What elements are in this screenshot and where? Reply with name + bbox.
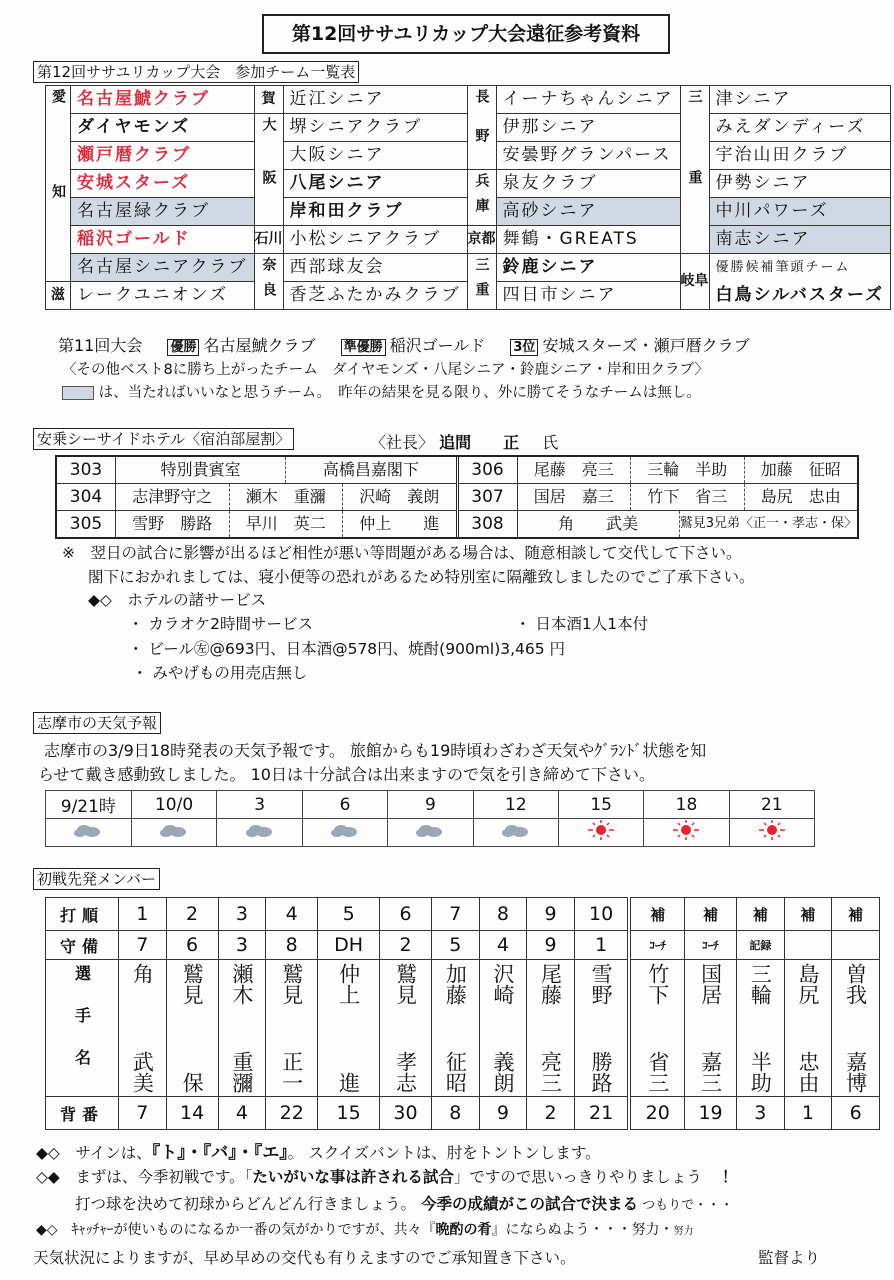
text: ◇◆ まずは、今季初戦です。「 [36, 1168, 253, 1186]
room-guest: 島尻 忠由 [744, 484, 858, 510]
room-guest: 特別貴賓室 [160, 460, 241, 479]
team-cell: 伊勢シニア [709, 170, 891, 198]
team-cell: 高砂シニア [496, 198, 680, 226]
text: 』にならぬよう・・・努力・ [491, 1222, 674, 1238]
forecast-time: 18 [644, 791, 729, 819]
text: 」ですので思いっきりやりましょう [453, 1168, 702, 1186]
team-row [46, 226, 891, 254]
batting-order: 補 [784, 898, 832, 931]
player-name-cell [318, 960, 380, 1097]
player-name [219, 963, 266, 1093]
player-name [527, 963, 574, 1093]
player-family-name: 曽我 [843, 963, 868, 1005]
room-guest: 尾藤 亮三 [533, 460, 614, 479]
room-number: 303 [57, 457, 116, 483]
note-first-game [36, 1165, 737, 1187]
player-family-name: 鷲見 [279, 963, 304, 1005]
player-name [480, 963, 527, 1093]
lineup-table [45, 897, 880, 1130]
player-name-cell [784, 960, 832, 1097]
team-cell: 安城スターズ [71, 170, 255, 198]
player-family-name: 角 [130, 963, 155, 984]
room-row [57, 484, 456, 511]
player-given-name: 孝志 [393, 1051, 418, 1093]
position: 9 [527, 931, 575, 960]
service-item: ・ 日本酒1人1本付 [515, 615, 649, 633]
player-name-cell [574, 960, 629, 1097]
batting-order: 5 [318, 898, 380, 931]
text: つもりで・・・ [637, 1198, 734, 1213]
player-name-cell [832, 960, 880, 1097]
position [784, 931, 832, 960]
room-guest: 高橋昌嘉閣下 [285, 457, 455, 483]
prefecture-label: 三重 [680, 86, 709, 254]
team-cell: 鈴鹿シニア [496, 254, 680, 282]
room-assignment-table [55, 455, 859, 539]
player-name-cell [432, 960, 480, 1097]
player-name [685, 963, 736, 1093]
room-guest: 志津野守之 [132, 487, 213, 506]
player-given-name: 忠由 [795, 1051, 820, 1093]
prefecture-label: 長野 [467, 86, 496, 170]
forecast-icon-cell [131, 819, 217, 847]
player-name [832, 963, 879, 1093]
honorific: 氏 [542, 433, 559, 452]
weather-section-label: 志摩市の天気予報 [33, 712, 161, 734]
winner: 名古屋鯱クラブ [203, 336, 316, 355]
player-family-name: 鷲見 [393, 963, 418, 1005]
forecast-icon-cell [302, 819, 387, 847]
batting-order: 6 [380, 898, 432, 931]
player-name-cell [685, 960, 737, 1097]
player-given-name: 嘉三 [698, 1051, 723, 1093]
runner-up-tag: 準優勝 [341, 339, 386, 356]
player-name-cell [629, 960, 684, 1097]
player-given-name: 重瀰 [229, 1051, 254, 1093]
position: 記録 [737, 931, 785, 960]
hotel-section-label: 安乗シーサイドホテル〈宿泊部屋割〉 [33, 428, 294, 450]
room-number: 306 [459, 457, 518, 483]
teams-table [45, 85, 891, 310]
team-row [46, 86, 891, 114]
text-bold: ！ [721, 1168, 738, 1186]
uniform-number: 1 [784, 1097, 832, 1130]
player-name-cell [166, 960, 218, 1097]
runner-up: 稲沢ゴールド [389, 336, 486, 355]
player-family-name: 仲上 [336, 963, 361, 1005]
batting-order: 4 [266, 898, 318, 931]
player-family-name: 島尻 [795, 963, 820, 1005]
player-family-name: 鷲見 [180, 963, 205, 1005]
player-name [785, 963, 832, 1093]
uniform-number: 8 [432, 1097, 480, 1130]
team-cell: 八尾シニア [283, 170, 467, 198]
position: DH [318, 931, 380, 960]
team-cell: 伊那シニア [496, 114, 680, 142]
batting-order: 補 [832, 898, 880, 931]
prefecture-label: 愛知 [46, 86, 71, 282]
room-row [459, 511, 858, 537]
forecast-time: 9/21時 [46, 791, 132, 819]
position: 6 [166, 931, 218, 960]
lineup-section-label: 初戦先発メンバー [33, 868, 160, 890]
player-name-cell [380, 960, 432, 1097]
forecast-time: 15 [559, 791, 644, 819]
previous-results [58, 333, 750, 356]
text: ◆◇ ｷｬｯﾁｬｰが使いものになるか一番の気がかりですが、共々『 [36, 1222, 436, 1238]
team-cell: 中川パワーズ [709, 198, 891, 226]
lineup-row-position [46, 931, 880, 960]
batting-order: 補 [737, 898, 785, 931]
player-given-name: 亮三 [538, 1051, 563, 1093]
team-row [46, 254, 891, 282]
team-cell: みえダンディーズ [709, 114, 891, 142]
text: 。 スクイズバントは、肘をトントンします。 [287, 1144, 601, 1162]
prefecture-label: 大阪 [254, 114, 283, 226]
forecast-icon-cell [217, 819, 302, 847]
room-row [57, 511, 456, 537]
player-given-name: 勝路 [589, 1051, 614, 1093]
uniform-number: 20 [629, 1097, 684, 1130]
player-family-name: 沢崎 [490, 963, 515, 1005]
player-name-cell [737, 960, 785, 1097]
uniform-number: 9 [479, 1097, 527, 1130]
prefecture-label: 三重 [467, 254, 496, 310]
lineup-row-name [46, 960, 880, 1097]
weather-text-1: 志摩市の3/9日18時発表の天気予報です。 旅館からも19時頃わざわざ天気やｸﾞﾗﾝﾄﾞ状態を知 [44, 741, 707, 760]
position: 5 [432, 931, 480, 960]
team-cell: 瀬戸暦クラブ [71, 142, 255, 170]
team-cell: 小松シニアクラブ [283, 226, 467, 254]
prefecture-label: 京都 [467, 226, 496, 254]
team-cell: 宇治山田クラブ [709, 142, 891, 170]
player-family-name: 瀬木 [229, 963, 254, 1005]
winner-tag: 優勝 [167, 339, 199, 356]
text-bold: 今季の成績がこの試合で決まる [420, 1195, 638, 1213]
lineup-row-order [46, 898, 880, 931]
player-given-name: 省三 [645, 1051, 670, 1093]
room-number: 304 [57, 484, 116, 510]
room-number: 307 [459, 484, 518, 510]
player-given-name: 進 [336, 1072, 361, 1093]
player-name [575, 963, 628, 1093]
prefecture-label: 奈良 [254, 254, 283, 310]
room-row [459, 457, 858, 484]
prefecture-label: 兵庫 [467, 170, 496, 226]
cloud-icon [500, 824, 532, 844]
uniform-number: 2 [527, 1097, 575, 1130]
batting-order: 9 [527, 898, 575, 931]
forecast-icon-cell [729, 819, 814, 847]
team-cell: 岸和田クラブ [283, 198, 467, 226]
weather-text-2: らせて戴き感動致しました。 10日は十分試合は出来ますので気を引き締めて下さい。 [38, 765, 655, 784]
service-item: ・ ビール㊧@693円、日本酒@578円、焼酎(900ml)3,465 円 [128, 640, 566, 658]
team-row [46, 170, 891, 198]
text: ◆◇ サインは、 [36, 1144, 152, 1162]
room-guest: 早川 英二 [229, 511, 343, 537]
player-given-name: 義朗 [490, 1051, 515, 1093]
uniform-number: 3 [737, 1097, 785, 1130]
president-name: 追間 正 [439, 433, 520, 452]
team-cell: 名古屋鯱クラブ [71, 86, 255, 114]
text: 打つ球を決めて初球からどんどん行きましょう。 [75, 1195, 421, 1213]
team-cell: レークユニオンズ [71, 282, 255, 310]
room-row [459, 484, 858, 511]
room-guest: 竹下 省三 [630, 484, 744, 510]
player-family-name: 三輪 [748, 963, 773, 1005]
hotel-note-2: 閣下におかれましては、寝小便等の恐れがあるため特別室に隔離致しましたのでご了承下さい。 [88, 568, 755, 586]
room-row [57, 457, 456, 484]
player-given-name: 嘉博 [843, 1051, 868, 1093]
signature: 監督より [758, 1249, 821, 1267]
team-cell: 泉友クラブ [496, 170, 680, 198]
cloud-icon [158, 824, 190, 844]
forecast-icon-cell [46, 819, 132, 847]
note-signs [36, 1138, 601, 1163]
player-given-name: 正一 [279, 1051, 304, 1093]
note-weather: 天気状況によりますが、早め早めの交代も有りえますのでご承知置き下さい。 [33, 1249, 576, 1267]
teams-section-label: 第12回ササユリカップ大会 参加チーム一覧表 [33, 61, 359, 83]
player-family-name: 雪野 [589, 963, 614, 1005]
sun-icon [586, 825, 616, 845]
team-cell: 南志シニア [709, 226, 891, 254]
player-name [119, 963, 166, 1093]
team-cell: イーナちゃんシニア [496, 86, 680, 114]
cloud-icon [244, 824, 276, 844]
room-guest: 沢崎 義朗 [342, 484, 456, 510]
position: 3 [218, 931, 266, 960]
player-name [380, 963, 431, 1093]
batting-order: 7 [432, 898, 480, 931]
forecast-time: 6 [302, 791, 387, 819]
batting-order: 補 [629, 898, 684, 931]
text-bold: たいがいな事は許される試合 [252, 1168, 454, 1186]
batting-order: 3 [218, 898, 266, 931]
position: 8 [266, 931, 318, 960]
forecast-icon-cell [388, 819, 473, 847]
player-name-cell [119, 960, 167, 1097]
uniform-number: 6 [832, 1097, 880, 1130]
forecast-icon-cell [473, 819, 558, 847]
forecast-time: 10/0 [131, 791, 217, 819]
team-cell: 名古屋シニアクラブ [71, 254, 255, 282]
text: 努力 [673, 1226, 694, 1237]
batting-order: 2 [166, 898, 218, 931]
row-header: 打順 [46, 898, 119, 931]
team-cell: 稲沢ゴールド [71, 226, 255, 254]
position: 2 [380, 931, 432, 960]
shade-legend-swatch [62, 386, 94, 400]
third-place: 安城スターズ・瀬戸暦クラブ [542, 336, 750, 355]
row-header: 守備 [46, 931, 119, 960]
lineup-row-number [46, 1097, 880, 1130]
uniform-number: 4 [218, 1097, 266, 1130]
forecast-time: 21 [729, 791, 814, 819]
best8-note: 〈その他ベスト8に勝ち上がったチーム ダイヤモンズ・八尾シニア・鈴鹿シニア・岸和田クラブ〉 [62, 362, 709, 378]
player-family-name: 尾藤 [538, 963, 563, 1005]
room-number: 305 [57, 511, 116, 537]
president-label: 〈社長〉 [370, 433, 435, 452]
player-family-name: 竹下 [645, 963, 670, 1005]
player-name [318, 963, 379, 1093]
player-given-name: 武美 [130, 1051, 155, 1093]
cloud-icon [72, 824, 104, 844]
uniform-number: 21 [574, 1097, 629, 1130]
results-event: 第11回大会 [58, 336, 143, 355]
batting-order: 10 [574, 898, 629, 931]
uniform-number: 30 [380, 1097, 432, 1130]
player-given-name: 半助 [748, 1051, 773, 1093]
batting-order: 8 [479, 898, 527, 931]
player-name [737, 963, 784, 1093]
position: 4 [479, 931, 527, 960]
prefecture-label: 滋 [46, 282, 71, 310]
uniform-number: 22 [266, 1097, 318, 1130]
room-guest: 仲上 進 [342, 511, 456, 537]
legend-text: は、当たればいいなと思うチーム。 昨年の結果を見る限り、外に勝てそうなチームは無し。 [98, 385, 701, 401]
rooms-left [57, 457, 456, 537]
player-name [631, 963, 684, 1093]
room-guest: 加藤 征昭 [744, 457, 858, 483]
player-name [432, 963, 479, 1093]
sun-icon [757, 825, 787, 845]
position [832, 931, 880, 960]
forecast-icon-cell [559, 819, 644, 847]
note-catcher [36, 1219, 694, 1239]
team-cell: 安曇野グランパース [496, 142, 680, 170]
document-title: 第12回ササユリカップ大会遠征参考資料 [262, 14, 670, 54]
uniform-number: 14 [166, 1097, 218, 1130]
team-cell: 白鳥シルバスターズ [709, 282, 891, 310]
player-family-name: 国居 [698, 963, 723, 1005]
team-cell: 津シニア [709, 86, 891, 114]
team-cell: 大阪シニア [283, 142, 467, 170]
uniform-number: 7 [119, 1097, 167, 1130]
room-guest: 鷲見3兄弟〈正一・孝志・保〉 [679, 511, 857, 537]
legend-note [62, 381, 701, 402]
rooms-right [456, 457, 858, 537]
player-family-name: 加藤 [443, 963, 468, 1005]
forecast-time: 3 [217, 791, 302, 819]
prefecture-label: 岐阜 [680, 254, 709, 310]
position: 7 [119, 931, 167, 960]
service-item: ・ みやげもの用売店無し [132, 664, 308, 682]
hotel-note-1: ※ 翌日の試合に影響が出るほど相性が悪い等問題がある場合は、随意相談して交代して下さい。 [62, 544, 742, 562]
forecast-icon-cell [644, 819, 729, 847]
room-number: 308 [459, 511, 518, 537]
service-item: ・ カラオケ2時間サービス [128, 615, 313, 633]
uniform-number: 15 [318, 1097, 380, 1130]
team-cell: 優勝候補筆頭チーム [709, 254, 891, 282]
room-guest: 雪野 勝路 [132, 514, 213, 533]
prefecture-label: 賀 [254, 86, 283, 114]
player-name-cell [218, 960, 266, 1097]
hotel-president [370, 430, 558, 453]
forecast-time: 9 [388, 791, 473, 819]
cloud-icon [414, 824, 446, 844]
room-guest: 瀬木 重瀰 [229, 484, 343, 510]
note-batting [75, 1192, 733, 1214]
team-cell: 名古屋緑クラブ [71, 198, 255, 226]
position: ｺｰﾁ [629, 931, 684, 960]
hotel-services-title: ◆◇ ホテルの諸サービス [88, 591, 267, 609]
player-given-name: 征昭 [443, 1051, 468, 1093]
uniform-number: 19 [685, 1097, 737, 1130]
third-tag: 3位 [510, 339, 538, 356]
sun-icon [671, 825, 701, 845]
forecast-time: 12 [473, 791, 558, 819]
team-cell: 堺シニアクラブ [283, 114, 467, 142]
room-guest: 三輪 半助 [630, 457, 744, 483]
team-cell: 西部球友会 [283, 254, 467, 282]
team-cell: 舞鶴・GREATS [496, 226, 680, 254]
prefecture-label: 石川 [254, 226, 283, 254]
row-header: 背番 [46, 1097, 119, 1130]
player-name [266, 963, 317, 1093]
row-header: 選手名 [46, 960, 119, 1097]
batting-order: 1 [119, 898, 167, 931]
position: 1 [574, 931, 629, 960]
batting-order: 補 [685, 898, 737, 931]
text-bold: 晩酌の肴 [435, 1222, 492, 1238]
team-cell: 四日市シニア [496, 282, 680, 310]
player-name-cell [479, 960, 527, 1097]
player-name-cell [266, 960, 318, 1097]
team-cell: 香芝ふたかみクラブ [283, 282, 467, 310]
room-guest: 国居 嘉三 [533, 487, 614, 506]
team-cell: ダイヤモンズ [71, 114, 255, 142]
text-bold: 『ト』・『バ』・『エ』 [151, 1143, 288, 1163]
player-name [167, 963, 218, 1093]
player-given-name: 保 [180, 1072, 205, 1093]
weather-table [45, 790, 815, 847]
cloud-icon [329, 824, 361, 844]
position: ｺｰﾁ [685, 931, 737, 960]
player-name-cell [527, 960, 575, 1097]
room-guest: 角 武美 [558, 514, 639, 533]
team-cell: 近江シニア [283, 86, 467, 114]
